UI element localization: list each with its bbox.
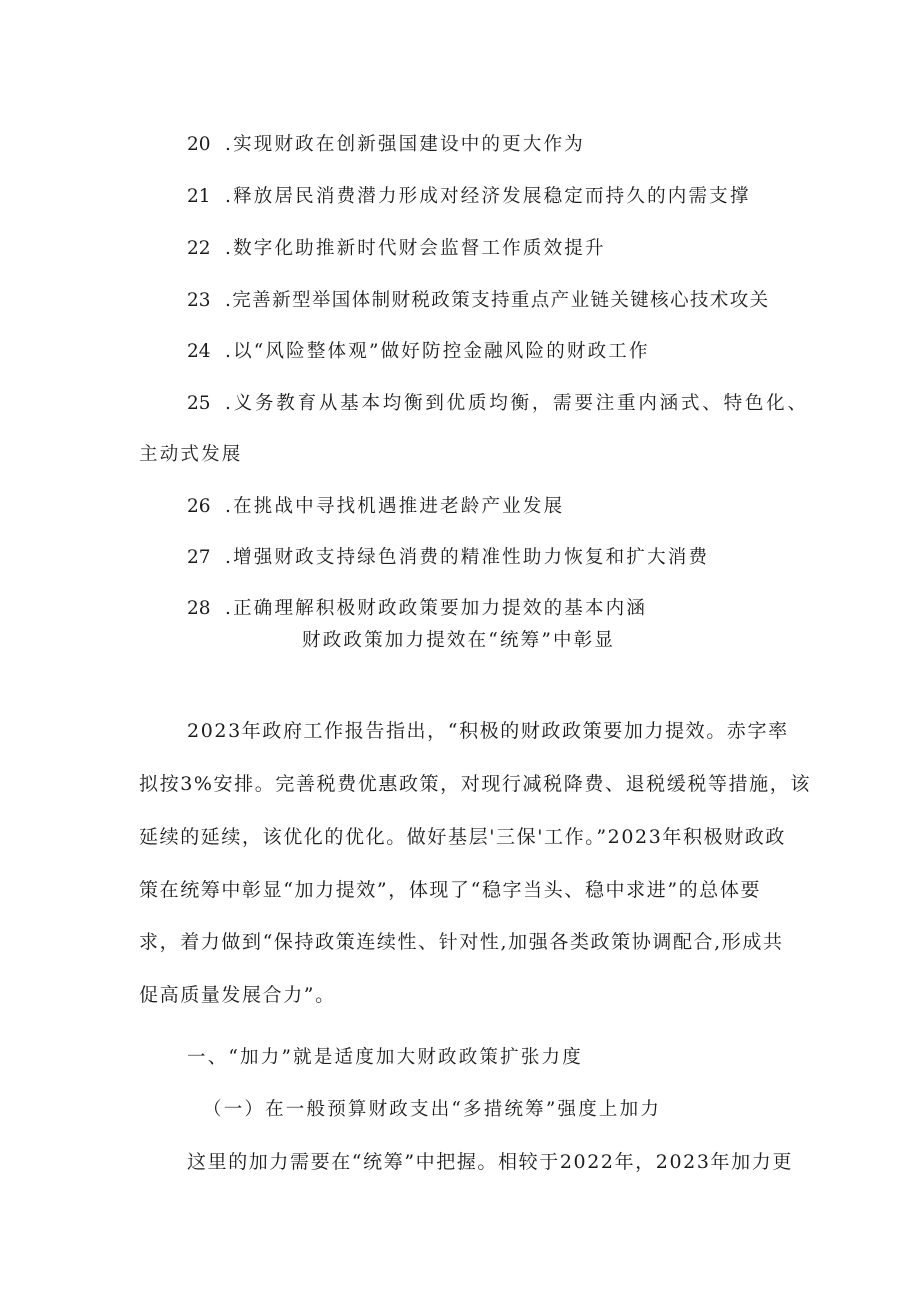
list-item-text: .增强财政支持绿色消费的精准性助力恢复和扩大消费 xyxy=(225,547,710,568)
list-item-text: .在挑战中寻找机遇推进老龄产业发展 xyxy=(225,496,565,517)
list-item-number: 20 xyxy=(187,134,211,155)
paragraph-line: 促高质量发展合力”。 xyxy=(139,984,336,1006)
list-item-number: 22 xyxy=(187,238,211,259)
list-item-number: 23 xyxy=(187,290,211,311)
paragraph-line: 2023年政府工作报告指出，“积极的财政政策要加力提效。赤字率 xyxy=(187,720,789,742)
list-item-text: .完善新型举国体制财税政策支持重点产业链关键核心技术攻关 xyxy=(225,290,770,311)
list-item-text: .义务教育从基本均衡到优质均衡，需要注重内涵式、特色化、 xyxy=(225,393,809,414)
subsection-heading: （一）在一般预算财政支出“多措统筹”强度上加力 xyxy=(203,1099,662,1120)
list-item-text: .释放居民消费潜力形成对经济发展稳定而持久的内需支撑 xyxy=(225,186,751,207)
list-item xyxy=(187,237,606,261)
list-item-number: 25 xyxy=(187,393,211,414)
article-title: 财政政策加力提效在“统筹”中彰显 xyxy=(302,630,616,651)
list-item xyxy=(187,133,585,157)
list-item xyxy=(187,392,809,416)
list-item-text: .以“风险整体观”做好防控金融风险的财政工作 xyxy=(225,341,650,362)
list-item xyxy=(187,495,564,519)
list-item xyxy=(187,340,650,364)
paragraph-line: 策在统筹中彰显“加力提效”，体现了“稳字当头、稳中求进”的总体要 xyxy=(139,879,762,901)
paragraph-line: 求，着力做到“保持政策连续性、针对性,加强各类政策协调配合,形成共 xyxy=(139,931,784,953)
list-item-number: 26 xyxy=(187,496,211,517)
list-item-number: 28 xyxy=(187,598,211,619)
paragraph-line: 延续的延续，该优化的优化。做好基层'三保'工作。”2023年积极财政政 xyxy=(139,826,787,848)
list-item-number: 27 xyxy=(187,547,211,568)
paragraph-line: 这里的加力需要在“统筹”中把握。相较于2022年，2023年加力更 xyxy=(187,1151,793,1173)
list-item-text: .正确理解积极财政政策要加力提效的基本内涵 xyxy=(225,598,648,619)
list-item xyxy=(187,597,647,621)
paragraph-line: 拟按3%安排。完善税费优惠政策，对现行减税降费、退税缓税等措施，该 xyxy=(139,773,811,795)
list-item xyxy=(187,289,770,313)
list-item-text: .实现财政在创新强国建设中的更大作为 xyxy=(225,134,585,155)
list-item-number: 21 xyxy=(187,186,211,207)
list-item-text: .数字化助推新时代财会监督工作质效提升 xyxy=(225,238,606,259)
section-heading: 一、“加力”就是适度加大财政政策扩张力度 xyxy=(187,1047,583,1068)
list-item-continuation: 主动式发展 xyxy=(139,444,243,465)
list-item xyxy=(187,185,751,209)
list-item-number: 24 xyxy=(187,341,211,362)
list-item xyxy=(187,546,709,570)
